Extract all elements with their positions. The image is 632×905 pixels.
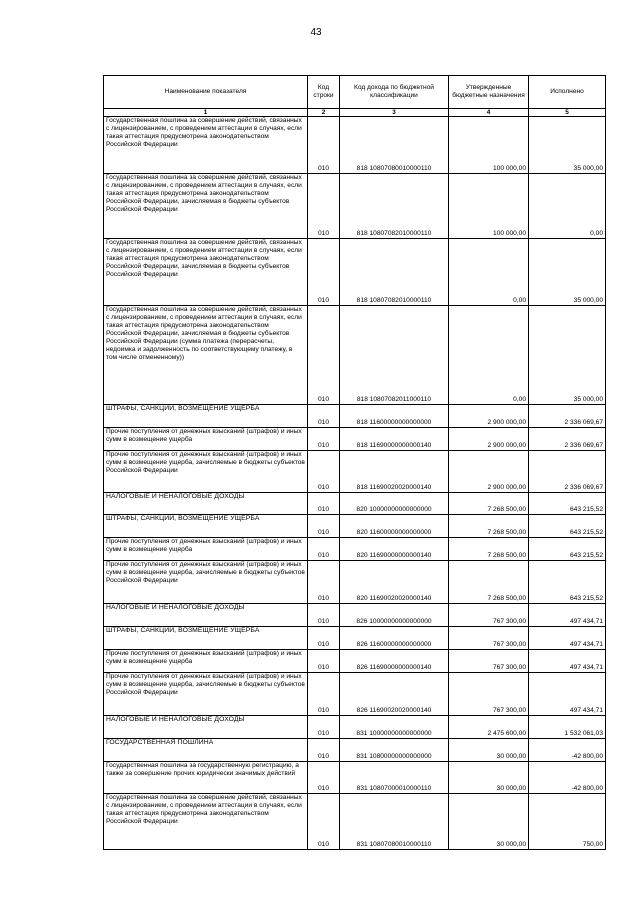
executed-amount: 497 434,71 (529, 604, 606, 627)
approved-amount: 7 268 500,00 (449, 493, 529, 515)
table-row (104, 650, 606, 673)
indicator-name: Прочие поступления от денежных взысканий (штрафов) и иных сумм в возмещение ущерба, зачисляемые в бюджеты субъектов Российской Федерации (104, 561, 308, 604)
income-code: 820 11690000000000140 (340, 538, 449, 561)
approved-amount: 7 268 500,00 (449, 538, 529, 561)
indicator-name: ШТРАФЫ, САНКЦИИ, ВОЗМЕЩЕНИЕ УЩЕРБА (104, 515, 308, 538)
indicator-name: Государственная пошлина за совершение действий, связанных с лицензированием, с проведением аттестации в случаях, если такая аттестация предусмотрена законодательством Российской Федерации, зачисляемая в бюджеты субъектов Российской Федерации (сумма платежа (перерасчеты, недоимка и задолженность по соответствующему платежу, в том числе отмененному)) (104, 306, 308, 405)
row-code: 010 (308, 306, 340, 405)
executed-amount: -42 800,00 (529, 762, 606, 794)
approved-amount: 2 900 000,00 (449, 451, 529, 493)
budget-execution-table (103, 75, 606, 850)
approved-amount: 7 268 500,00 (449, 561, 529, 604)
executed-amount: 0,00 (529, 174, 606, 239)
header-kbk: Код дохода по бюджетной классификации (340, 76, 449, 109)
indicator-name: НАЛОГОВЫЕ И НЕНАЛОГОВЫЕ ДОХОДЫ (104, 716, 308, 739)
executed-amount: 643 215,52 (529, 561, 606, 604)
table-row (104, 739, 606, 762)
income-code: 818 11600000000000000 (340, 405, 449, 428)
executed-amount: -42 800,00 (529, 739, 606, 762)
approved-amount: 30 000,00 (449, 739, 529, 762)
row-code: 010 (308, 627, 340, 650)
approved-amount: 30 000,00 (449, 762, 529, 794)
income-code: 818 11690000000000140 (340, 428, 449, 451)
table-row (104, 174, 606, 239)
executed-amount: 35 000,00 (529, 306, 606, 405)
approved-amount: 100 000,00 (449, 117, 529, 174)
approved-amount: 767 300,00 (449, 673, 529, 716)
column-number-row (104, 109, 606, 117)
header-plan: Утвержденные бюджетные назначения (449, 76, 529, 109)
income-code: 826 10000000000000000 (340, 604, 449, 627)
income-code: 831 10807000010000110 (340, 762, 449, 794)
table-row (104, 561, 606, 604)
row-code: 010 (308, 451, 340, 493)
table-row (104, 239, 606, 306)
executed-amount: 643 215,52 (529, 515, 606, 538)
executed-amount: 497 434,71 (529, 673, 606, 716)
executed-amount: 497 434,71 (529, 627, 606, 650)
row-code: 010 (308, 716, 340, 739)
table-row (104, 405, 606, 428)
indicator-name: Прочие поступления от денежных взысканий (штрафов) и иных сумм в возмещение ущерба (104, 538, 308, 561)
approved-amount: 100 000,00 (449, 174, 529, 239)
executed-amount: 2 336 069,67 (529, 405, 606, 428)
executed-amount: 643 215,52 (529, 493, 606, 515)
row-code: 010 (308, 739, 340, 762)
indicator-name: Государственная пошлина за совершение действий, связанных с лицензированием, с проведением аттестации в случаях, если такая аттестация предусмотрена законодательством Российской Федерации (104, 794, 308, 850)
income-code: 826 11600000000000000 (340, 627, 449, 650)
executed-amount: 35 000,00 (529, 117, 606, 174)
column-number: 1 (104, 109, 308, 117)
indicator-name: ШТРАФЫ, САНКЦИИ, ВОЗМЕЩЕНИЕ УЩЕРБА (104, 627, 308, 650)
executed-amount: 643 215,52 (529, 538, 606, 561)
income-code: 831 10800000000000000 (340, 739, 449, 762)
header-row (104, 76, 606, 109)
indicator-name: Прочие поступления от денежных взысканий (штрафов) и иных сумм в возмещение ущерба, зачисляемые в бюджеты субъектов Российской Федерации (104, 673, 308, 716)
indicator-name: НАЛОГОВЫЕ И НЕНАЛОГОВЫЕ ДОХОДЫ (104, 604, 308, 627)
row-code: 010 (308, 650, 340, 673)
row-code: 010 (308, 117, 340, 174)
income-code: 820 11600000000000000 (340, 515, 449, 538)
header-name: Наименование показателя (104, 76, 308, 109)
table-row (104, 451, 606, 493)
executed-amount: 750,00 (529, 794, 606, 850)
indicator-name: Прочие поступления от денежных взысканий (штрафов) и иных сумм в возмещение ущерба, зачисляемые в бюджеты субъектов Российской Федерации (104, 451, 308, 493)
approved-amount: 2 475 600,00 (449, 716, 529, 739)
indicator-name: ШТРАФЫ, САНКЦИИ, ВОЗМЕЩЕНИЕ УЩЕРБА (104, 405, 308, 428)
indicator-name: НАЛОГОВЫЕ И НЕНАЛОГОВЫЕ ДОХОДЫ (104, 493, 308, 515)
executed-amount: 2 336 069,67 (529, 428, 606, 451)
column-number: 2 (308, 109, 340, 117)
table-row (104, 306, 606, 405)
row-code: 010 (308, 561, 340, 604)
indicator-name: Прочие поступления от денежных взысканий (штрафов) и иных сумм в возмещение ущерба (104, 650, 308, 673)
column-number: 3 (340, 109, 449, 117)
header-row-code: Код строки (308, 76, 340, 109)
indicator-name: Государственная пошлина за совершение действий, связанных с лицензированием, с проведением аттестации в случаях, если такая аттестация предусмотрена законодательством Российской Федерации, зачисляемая в бюджеты субъектов Российской Федерации (104, 174, 308, 239)
row-code: 010 (308, 405, 340, 428)
table-row (104, 673, 606, 716)
table-row (104, 493, 606, 515)
executed-amount: 1 532 061,03 (529, 716, 606, 739)
approved-amount: 0,00 (449, 306, 529, 405)
table-row (104, 515, 606, 538)
table-row (104, 428, 606, 451)
table-row (104, 716, 606, 739)
page-number: 43 (310, 27, 322, 38)
row-code: 010 (308, 515, 340, 538)
row-code: 010 (308, 604, 340, 627)
income-code: 820 10000000000000000 (340, 493, 449, 515)
income-code: 826 11690020020000140 (340, 673, 449, 716)
income-code: 818 11690020020000140 (340, 451, 449, 493)
income-code: 831 10807080010000110 (340, 794, 449, 850)
indicator-name: Государственная пошлина за совершение действий, связанных с лицензированием, с проведением аттестации в случаях, если такая аттестация предусмотрена законодательством Российской Федерации, зачисляемая в бюджеты субъектов Российской Федерации (104, 239, 308, 306)
row-code: 010 (308, 174, 340, 239)
approved-amount: 2 900 000,00 (449, 428, 529, 451)
indicator-name: Государственная пошлина за государственную регистрацию, а также за совершение прочих юридически значимых действий (104, 762, 308, 794)
executed-amount: 2 336 069,67 (529, 451, 606, 493)
executed-amount: 497 434,71 (529, 650, 606, 673)
table-row (104, 117, 606, 174)
row-code: 010 (308, 762, 340, 794)
approved-amount: 30 000,00 (449, 794, 529, 850)
indicator-name: Прочие поступления от денежных взысканий (штрафов) и иных сумм в возмещение ущерба (104, 428, 308, 451)
row-code: 010 (308, 493, 340, 515)
approved-amount: 767 300,00 (449, 627, 529, 650)
indicator-name: Государственная пошлина за совершение действий, связанных с лицензированием, с проведением аттестации в случаях, если такая аттестация предусмотрена законодательством Российской Федерации (104, 117, 308, 174)
income-code: 818 10807082011000110 (340, 306, 449, 405)
income-code: 820 11690020020000140 (340, 561, 449, 604)
row-code: 010 (308, 538, 340, 561)
table-row (104, 762, 606, 794)
table-row (104, 794, 606, 850)
table-row (104, 538, 606, 561)
indicator-name: ГОСУДАРСТВЕННАЯ ПОШЛИНА (104, 739, 308, 762)
income-code: 818 10807080010000110 (340, 117, 449, 174)
income-code: 818 10807082010000110 (340, 239, 449, 306)
approved-amount: 0,00 (449, 239, 529, 306)
approved-amount: 7 268 500,00 (449, 515, 529, 538)
approved-amount: 767 300,00 (449, 650, 529, 673)
column-number: 4 (449, 109, 529, 117)
header-done: Исполнено (529, 76, 606, 109)
row-code: 010 (308, 428, 340, 451)
income-code: 831 10000000000000000 (340, 716, 449, 739)
table-row (104, 627, 606, 650)
row-code: 010 (308, 239, 340, 306)
table-row (104, 604, 606, 627)
executed-amount: 35 000,00 (529, 239, 606, 306)
row-code: 010 (308, 794, 340, 850)
income-code: 818 10807082010000110 (340, 174, 449, 239)
approved-amount: 767 300,00 (449, 604, 529, 627)
row-code: 010 (308, 673, 340, 716)
income-code: 826 11690000000000140 (340, 650, 449, 673)
column-number: 5 (529, 109, 606, 117)
approved-amount: 2 900 000,00 (449, 405, 529, 428)
